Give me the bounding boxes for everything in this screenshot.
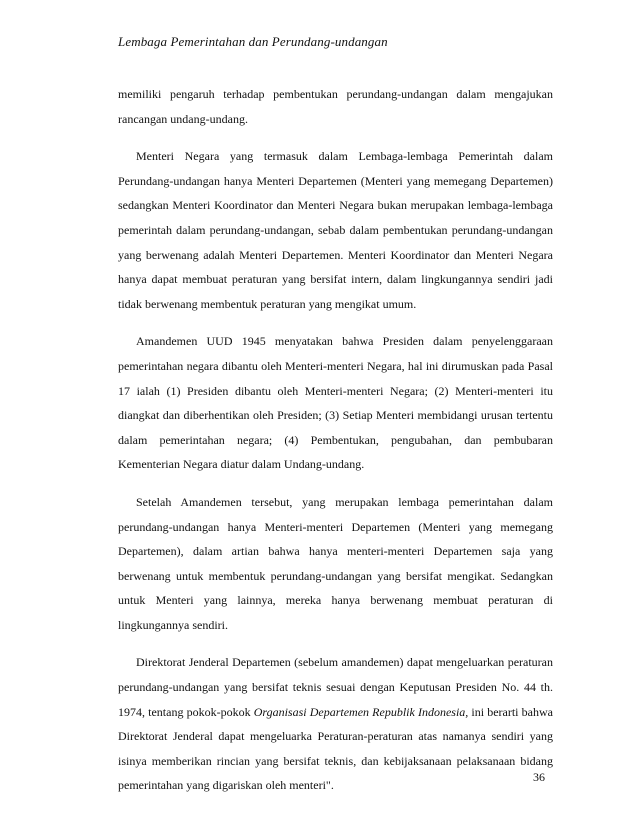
paragraph-continuation: memiliki pengaruh terhadap pembentukan perundang-undangan dalam mengajukan rancangan undang-undang.	[118, 87, 553, 126]
page-number: 36	[533, 770, 545, 784]
paragraph-text-before-italic: Direktorat Jenderal Departemen (sebelum amandemen) dapat mengeluarkan peraturan perundang-undangan yang bersifat teknis sesuai dengan Keputusan Presiden No. 44 th. 1974, tentang pokok-pokok	[118, 655, 553, 719]
paragraph-text-after-italic: ini berarti bahwa Direktorat Jenderal dapat mengeluarka Peraturan-peraturan atas namanya sendiri yang isinya memberikan rincian yang bersifat teknis, dan kebijaksanaan pelaksanaan bidang pemerintahan yang digariskan oleh menteri".	[118, 704, 553, 793]
italic-title: Organisasi Departemen Republik Indonesia,	[253, 704, 469, 719]
paragraph-setelah-amandemen: Setelah Amandemen tersebut, yang merupakan lembaga pemerintahan dalam perundang-undangan hanya Menteri-menteri Departemen (Menteri yang memegang Departemen), dalam artian bahwa hanya menteri-menteri Departemen saja yang berwenang untuk membentuk perundang-undangan yang bersifat mengikat. Sedangkan untuk Menteri yang lainnya, mereka hanya berwenang membuat peraturan di lingkungannya sendiri.	[118, 494, 553, 632]
paragraph-direktorat-jenderal	[118, 650, 553, 798]
running-header: Lembaga Pemerintahan dan Perundang-undangan	[118, 34, 388, 49]
paragraph-amandemen-uud: Amandemen UUD 1945 menyatakan bahwa Presiden dalam penyelenggaraan pemerintahan negara dibantu oleh Menteri-menteri Negara, hal ini dirumuskan pada Pasal 17 ialah (1) Presiden dibantu oleh Menteri-menteri Negara; (2) Menteri-menteri itu diangkat dan diberhentikan oleh Presiden; (3) Setiap Menteri membidangi urusan tertentu dalam pemerintahan negara; (4) Pembentukan, pengubahan, dan pembubaran Kementerian Negara diatur dalam Undang-undang.	[118, 334, 553, 472]
paragraph-menteri-negara: Menteri Negara yang termasuk dalam Lembaga-lembaga Pemerintah dalam Perundang-undangan hanya Menteri Departemen (Menteri yang memegang Departemen) sedangkan Menteri Koordinator dan Menteri Negara bukan merupakan lembaga-lembaga pemerintah dalam perundang-undangan, sebab dalam pembentukan perundang-undangan yang berwenang adalah Menteri Departemen. Menteri Koordinator dan Menteri Negara hanya dapat membuat peraturan yang bersifat intern, dalam lingkungannya sendiri jadi tidak berwenang membentuk peraturan yang mengikat umum.	[118, 149, 553, 311]
document-body	[118, 82, 553, 811]
